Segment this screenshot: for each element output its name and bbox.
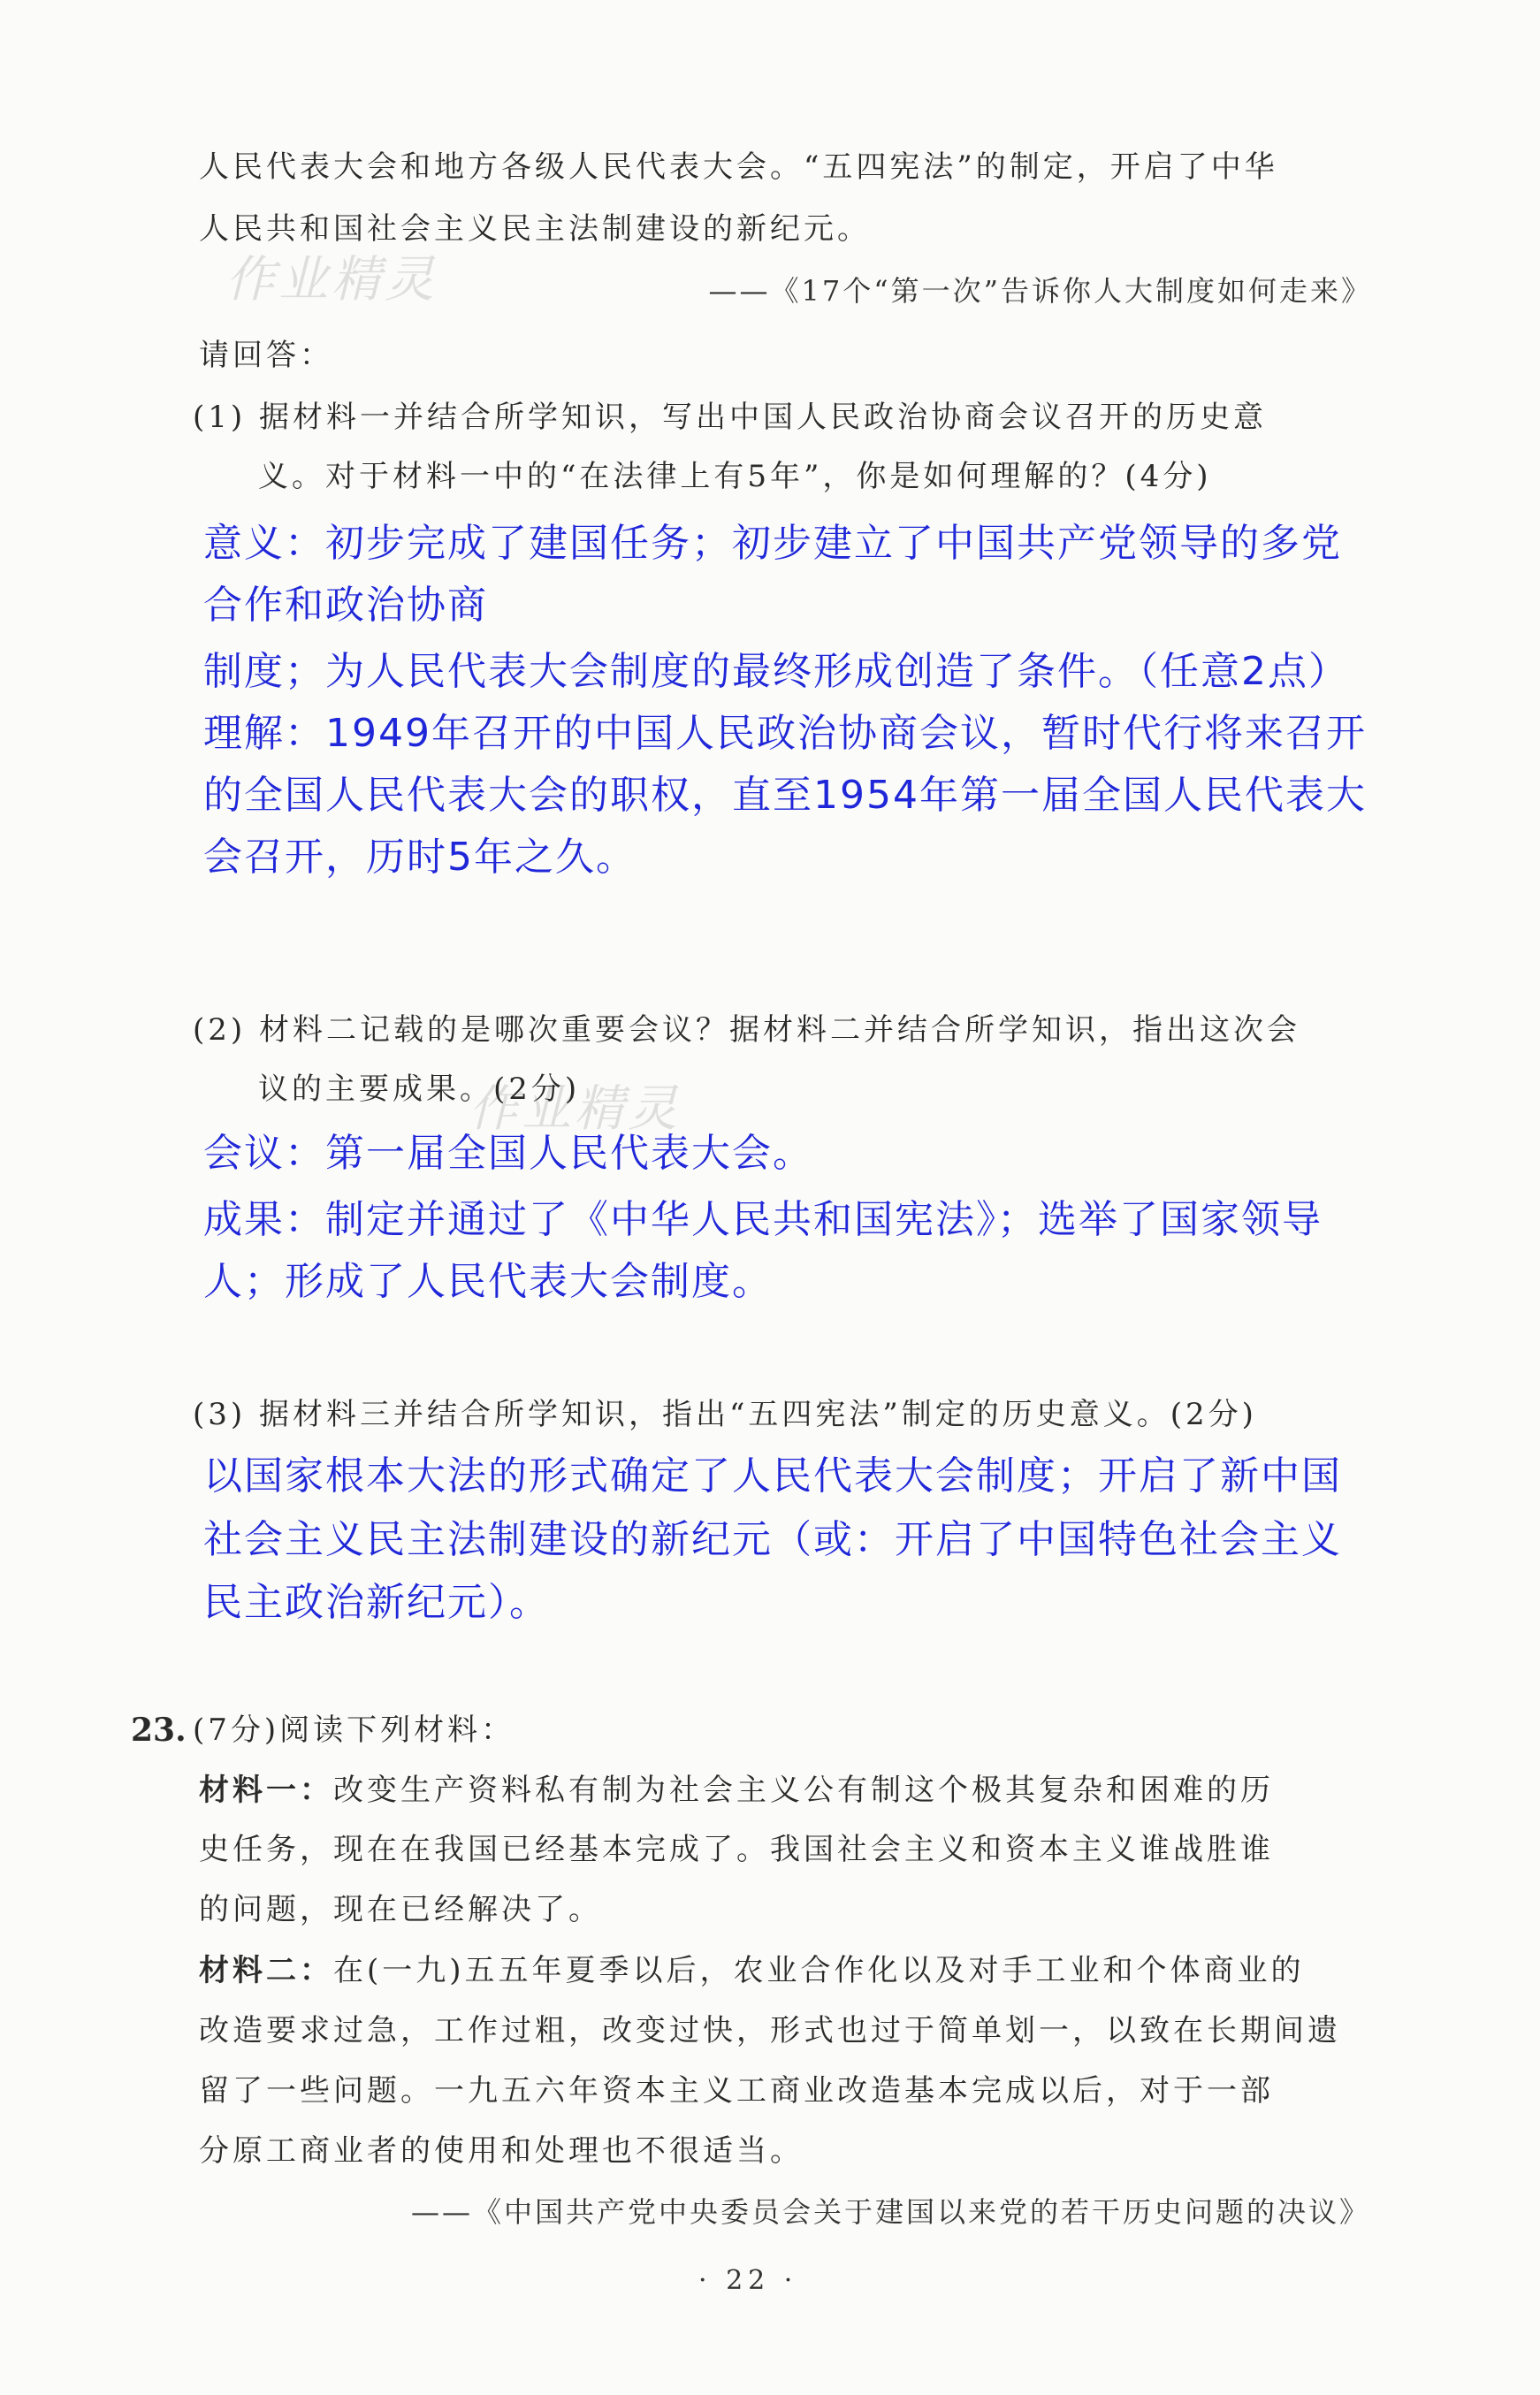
material-2-line: 分原工商业者的使用和处理也不很适当。 [199, 2133, 804, 2169]
answer-line: 合作和政治协商 [203, 583, 488, 628]
watermark: 作业精灵 [469, 1080, 681, 1138]
answer-line: 社会主义民主法制建设的新纪元（或：开启了中国特色社会主义 [203, 1517, 1342, 1562]
answer-line: 会召开，历时5年之久。 [203, 835, 637, 880]
material-1-line: 的问题，现在已经解决了。 [199, 1892, 602, 1927]
material-2-label: 材料二： [199, 1953, 333, 1988]
question-23-heading: (7分)阅读下列材料： [193, 1712, 515, 1748]
question-2-text: 议的主要成果。(2分) [258, 1072, 581, 1107]
material-2-line: 改造要求过急，工作过粗，改变过快，形式也过于简单划一，以致在长期间遗 [199, 2013, 1341, 2048]
material-2-line [199, 1951, 1305, 1990]
material-1-line: 史任务，现在在我国已经基本完成了。我国社会主义和资本主义谁战胜谁 [199, 1832, 1274, 1867]
watermark: 作业精灵 [225, 251, 438, 309]
answer-line: 民主政治新纪元）。 [203, 1580, 550, 1625]
material-2-line: 留了一些问题。一九五六年资本主义工商业改造基本完成以后，对于一部 [199, 2073, 1274, 2109]
answer-line: 制度；为人民代表大会制度的最终形成创造了条件。（任意2点） [203, 649, 1349, 694]
question-3-text: (3) 据材料三并结合所学知识，指出“五四宪法”制定的历史意义。(2分) [193, 1397, 1257, 1432]
material-source: ——《中国共产党中央委员会关于建国以来党的若干历史问题的决议》 [410, 2195, 1370, 2229]
answer-line: 以国家根本大法的形式确定了人民代表大会制度；开启了新中国 [203, 1453, 1342, 1499]
material-1-line [199, 1771, 1274, 1810]
question-prompt: 请回答： [199, 338, 333, 373]
question-1-text: 义。对于材料一中的“在法律上有5年”，你是如何理解的？(4分) [258, 459, 1212, 494]
question-1-text: (1) 据材料一并结合所学知识，写出中国人民政治协商会议召开的历史意 [193, 400, 1267, 435]
question-2-text: (2) 材料二记载的是哪次重要会议？据材料二并结合所学知识，指出这次会 [193, 1012, 1300, 1048]
answer-line: 意义：初步完成了建国任务；初步建立了中国共产党领导的多党 [203, 521, 1342, 566]
material-1-label: 材料一： [199, 1773, 333, 1808]
material-source: ——《17个“第一次”告诉你人大制度如何走来》 [708, 274, 1372, 308]
answer-line: 理解：1949年召开的中国人民政治协商会议，暂时代行将来召开 [203, 711, 1367, 756]
answer-line: 成果：制定并通过了《中华人民共和国宪法》；选举了国家领导 [203, 1197, 1323, 1242]
material-1-text: 改变生产资料私有制为社会主义公有制这个极其复杂和困难的历 [333, 1773, 1274, 1808]
material-text-line: 人民代表大会和地方各级人民代表大会。“五四宪法”的制定，开启了中华 [199, 149, 1278, 185]
answer-line: 会议：第一届全国人民代表大会。 [203, 1131, 813, 1176]
answer-line: 人；形成了人民代表大会制度。 [203, 1259, 773, 1304]
material-text-line: 人民共和国社会主义民主法制建设的新纪元。 [199, 211, 871, 247]
question-number: 23. [131, 1712, 187, 1749]
answer-line: 的全国人民代表大会的职权，直至1954年第一届全国人民代表大 [203, 773, 1367, 818]
material-2-text: 在(一九)五五年夏季以后，农业合作化以及对手工业和个体商业的 [333, 1953, 1305, 1988]
page-number: · 22 · [698, 2265, 798, 2296]
